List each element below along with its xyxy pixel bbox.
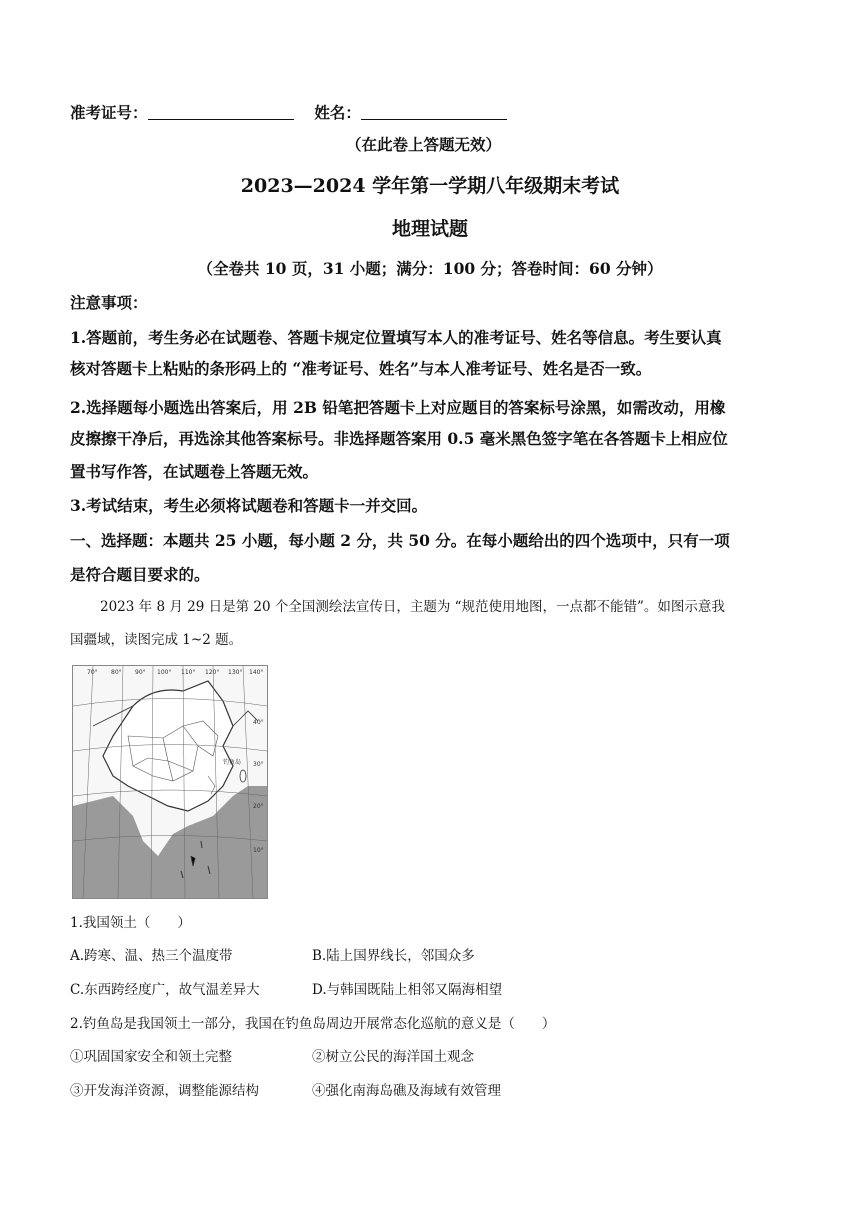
lon-label: 120°	[205, 669, 220, 676]
note-line: 2.选择题每小题选出答案后，用 2B 铅笔把答题卡上对应题目的答案标号涂黑，如需改动，用橡	[70, 398, 726, 417]
option-c: C.东西跨经度广，故气温差异大	[70, 982, 260, 998]
diaoyu-island-label: 钓鱼岛	[223, 759, 242, 766]
lon-label: 80°	[111, 669, 122, 676]
invalid-note: （在此卷上答题无效）	[346, 135, 502, 154]
exam-id-blank[interactable]	[148, 103, 294, 120]
exam-title: 2023—2024 学年第一学期八年级期末考试	[240, 175, 620, 197]
note-line: 1.答题前，考生务必在试题卷、答题卡规定位置填写本人的准考证号、姓名等信息。考生要认真	[70, 328, 722, 347]
exam-id-label: 准考证号：	[70, 103, 148, 122]
lon-label: 100°	[157, 669, 172, 676]
option-d: D.与韩国既陆上相邻又隔海相望	[312, 982, 503, 998]
name-blank[interactable]	[361, 103, 507, 120]
lon-label: 130°	[228, 669, 243, 676]
lon-label: 110°	[181, 669, 196, 676]
lat-label: 30°	[253, 761, 264, 768]
statement-1: ①巩固国家安全和领土完整	[70, 1049, 232, 1065]
exam-info: （全卷共 10 页，31 小题；满分：100 分；答卷时间：60 分钟）	[197, 259, 663, 278]
lat-label: 40°	[253, 719, 264, 726]
question-stem: 1.我国领土（ ）	[70, 915, 191, 931]
question-stem: 2.钓鱼岛是我国领土一部分，我国在钓鱼岛周边开展常态化巡航的意义是（ ）	[70, 1016, 556, 1032]
lat-label: 10°	[253, 847, 264, 854]
name-label: 姓名：	[314, 103, 361, 122]
lon-label: 90°	[135, 669, 146, 676]
option-a: A.跨寒、温、热三个温度带	[70, 948, 233, 964]
lat-label: 20°	[253, 803, 264, 810]
notes-heading: 注意事项：	[70, 293, 148, 312]
statement-4: ④强化南海岛礁及海域有效管理	[312, 1083, 501, 1099]
section-heading: 一、选择题：本题共 25 小题，每小题 2 分，共 50 分。在每小题给出的四个选项中，只有一项	[70, 531, 730, 550]
section-heading-cont: 是符合题目要求的。	[70, 565, 210, 584]
china-territory-map	[72, 665, 268, 899]
intro-text: 2023 年 8 月 29 日是第 20 个全国测绘法宣传日，主题为 “规范使用地图，一点都不能错”。如图示意我	[100, 599, 725, 615]
lon-label: 140°	[249, 669, 264, 676]
option-b: B.陆上国界线长，邻国众多	[312, 948, 475, 964]
note-line: 3.考试结束，考生必须将试题卷和答题卡一并交回。	[70, 496, 428, 515]
statement-3: ③开发海洋资源，调整能源结构	[70, 1083, 259, 1099]
subject-title: 地理试题	[391, 218, 468, 240]
note-line: 核对答题卡上粘贴的条形码上的 “准考证号、姓名”与本人准考证号、姓名是否一致。	[70, 359, 652, 378]
intro-text-cont: 国疆域，读图完成 1~2 题。	[70, 632, 243, 648]
statement-2: ②树立公民的海洋国土观念	[312, 1049, 474, 1065]
note-line: 置书写作答，在试题卷上答题无效。	[70, 462, 319, 481]
note-line: 皮擦擦干净后，再选涂其他答案标号。非选择题答案用 0.5 毫米黑色签字笔在各答题卡上相应位	[70, 429, 728, 448]
lon-label: 70°	[87, 669, 98, 676]
exam-id-row	[70, 102, 507, 124]
